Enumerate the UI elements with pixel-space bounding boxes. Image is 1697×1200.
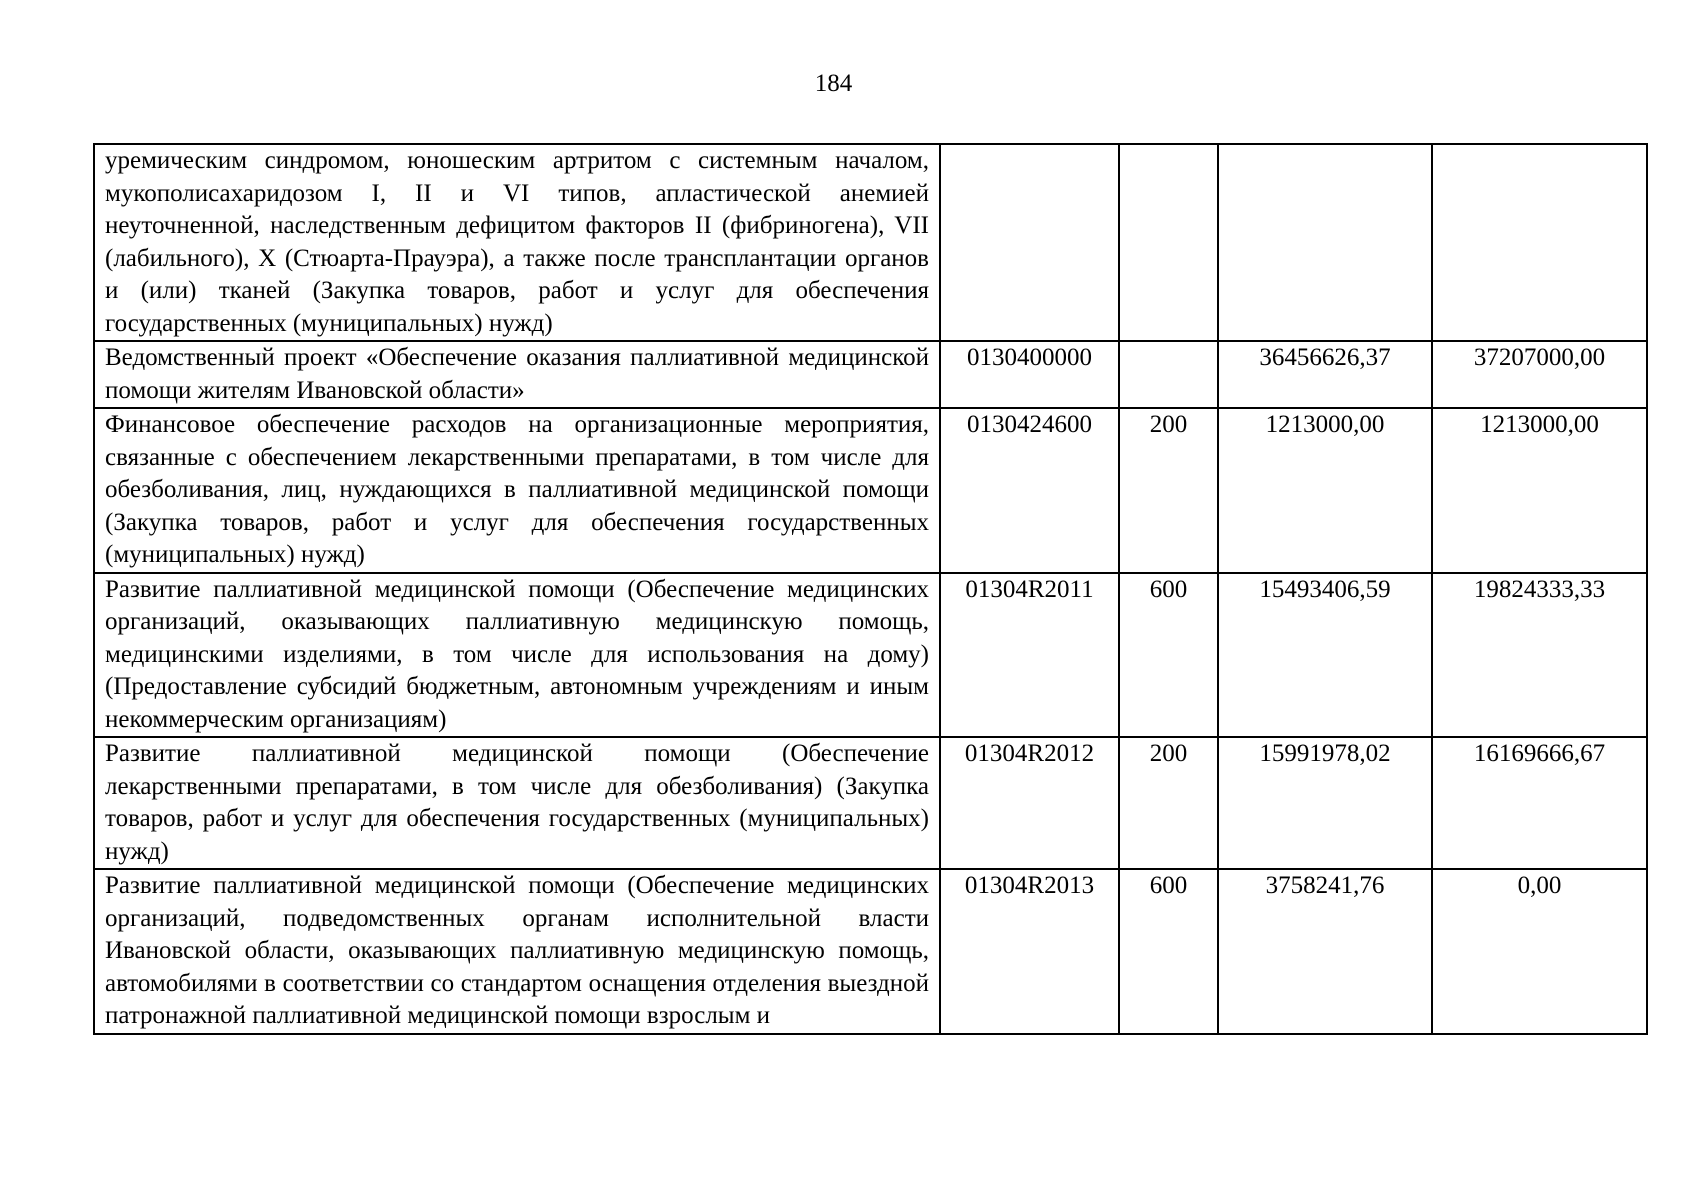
row-description: Ведомственный проект «Обеспечение оказания паллиативной медицинской помощи жителям Ивановской области» xyxy=(94,341,940,408)
row-target-code: 0130424600 xyxy=(940,408,1119,573)
row-amount-first-year: 15493406,59 xyxy=(1218,573,1432,738)
budget-table xyxy=(93,143,1648,1035)
row-target-code xyxy=(940,144,1119,341)
row-expense-type xyxy=(1119,144,1218,341)
row-expense-type xyxy=(1119,341,1218,408)
row-amount-first-year xyxy=(1218,144,1432,341)
page-number xyxy=(0,70,1697,98)
page-number-text: 184 xyxy=(814,70,853,97)
row-description: Развитие паллиативной медицинской помощи (Обеспечение лекарственными препаратами, в том числе для обезболивания) (Закупка товаров, работ и услуг для обеспечения государственных (муниципальных) нужд) xyxy=(94,737,940,869)
row-amount-second-year: 16169666,67 xyxy=(1432,737,1647,869)
table-row xyxy=(94,573,1647,738)
row-target-code: 01304R2011 xyxy=(940,573,1119,738)
row-amount-second-year: 1213000,00 xyxy=(1432,408,1647,573)
row-expense-type: 600 xyxy=(1119,869,1218,1034)
budget-table-body xyxy=(94,144,1647,1034)
table-row xyxy=(94,408,1647,573)
row-target-code: 01304R2013 xyxy=(940,869,1119,1034)
table-row xyxy=(94,869,1647,1034)
row-amount-first-year: 1213000,00 xyxy=(1218,408,1432,573)
row-description: уремическим синдромом, юношеским артритом с системным началом, мукополисахаридозом I, II и VI типов, апластической анемией неуточненной, наследственным дефицитом факторов II (фибриногена), VII (лабильного), X (Стюарта-Прауэра), а также после трансплантации органов и (или) тканей (Закупка товаров, работ и услуг для обеспечения государственных (муниципальных) нужд) xyxy=(94,144,940,341)
table-row xyxy=(94,144,1647,341)
row-amount-second-year: 19824333,33 xyxy=(1432,573,1647,738)
row-expense-type: 600 xyxy=(1119,573,1218,738)
row-expense-type: 200 xyxy=(1119,737,1218,869)
table-row xyxy=(94,737,1647,869)
row-amount-second-year xyxy=(1432,144,1647,341)
row-amount-second-year: 37207000,00 xyxy=(1432,341,1647,408)
table-row xyxy=(94,341,1647,408)
row-target-code: 0130400000 xyxy=(940,341,1119,408)
row-amount-first-year: 36456626,37 xyxy=(1218,341,1432,408)
row-description: Финансовое обеспечение расходов на организационные мероприятия, связанные с обеспечением лекарственными препаратами, в том числе для обезболивания, лиц, нуждающихся в паллиативной медицинской помощи (Закупка товаров, работ и услуг для обеспечения государственных (муниципальных) нужд) xyxy=(94,408,940,573)
row-amount-first-year: 3758241,76 xyxy=(1218,869,1432,1034)
row-amount-first-year: 15991978,02 xyxy=(1218,737,1432,869)
row-amount-second-year: 0,00 xyxy=(1432,869,1647,1034)
row-description: Развитие паллиативной медицинской помощи (Обеспечение медицинских организаций, подведомственных органам исполнительной власти Ивановской области, оказывающих паллиативную медицинскую помощь, автомобилями в соответствии со стандартом оснащения отделения выездной патронажной паллиативной медицинской помощи взрослым и xyxy=(94,869,940,1034)
row-description: Развитие паллиативной медицинской помощи (Обеспечение медицинских организаций, оказывающих паллиативную медицинскую помощь, медицинскими изделиями, в том числе для использования на дому) (Предоставление субсидий бюджетным, автономным учреждениям и иным некоммерческим организациям) xyxy=(94,573,940,738)
row-target-code: 01304R2012 xyxy=(940,737,1119,869)
row-expense-type: 200 xyxy=(1119,408,1218,573)
